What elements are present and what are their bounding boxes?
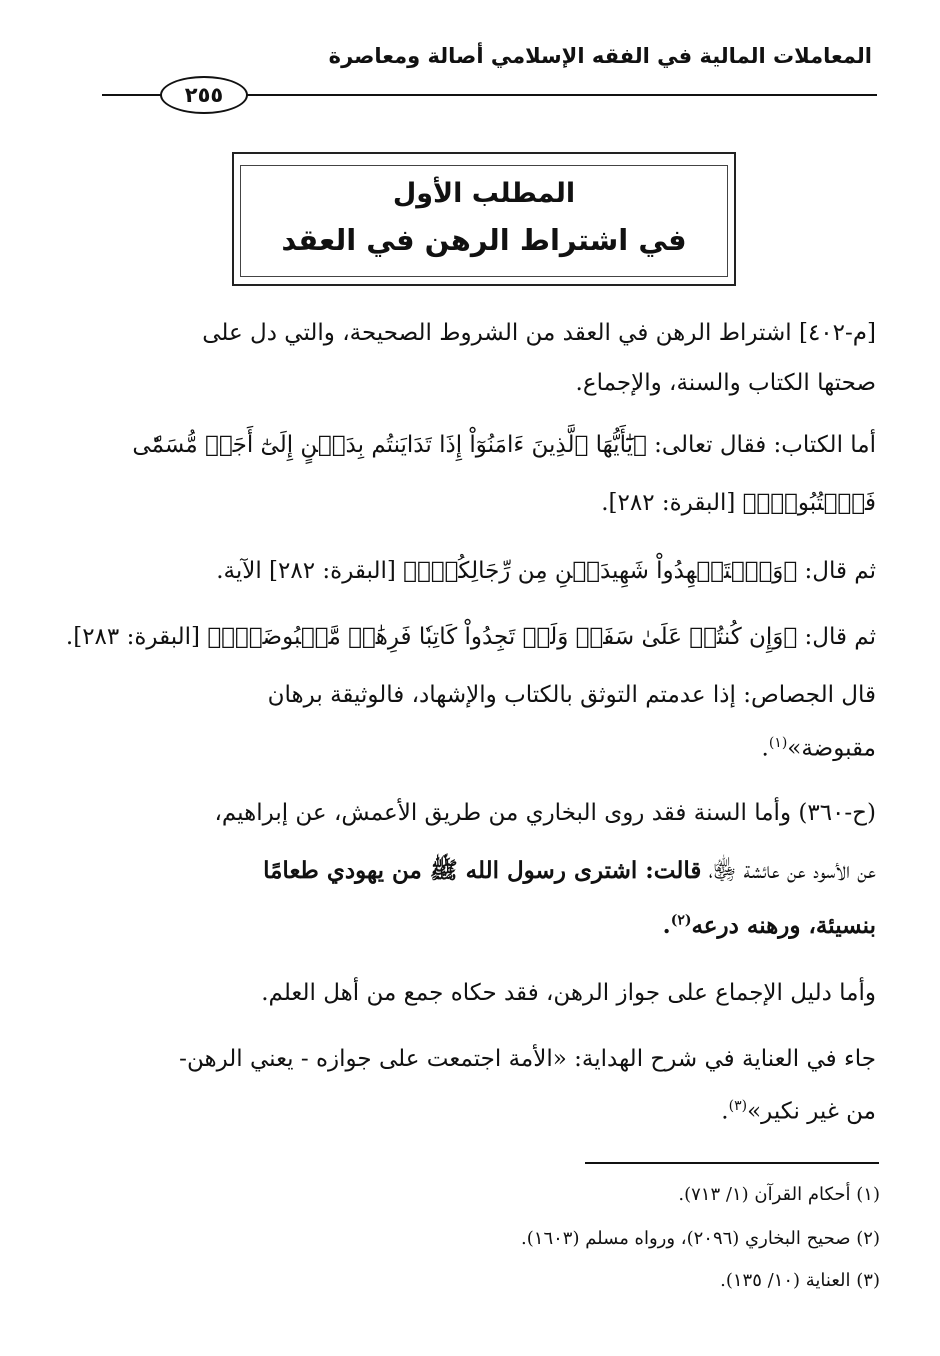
footnote-3-marker: (٣) (856, 1270, 880, 1291)
paragraph-6-end: . (662, 912, 671, 939)
footnote-ref-3: (٣) (728, 1098, 748, 1114)
page-number: ٢٥٥ (160, 76, 248, 114)
paragraph-1-line-1: [م-٤٠٢] اشتراط الرهن في العقد من الشروط الصحيحة، والتي دل على (202, 320, 876, 346)
paragraph-6-line-3 (104, 912, 876, 939)
footnote-2-marker: (٢) (856, 1228, 880, 1249)
footnote-rule (585, 1162, 879, 1164)
footnote-1 (180, 1184, 880, 1205)
footnote-2-text: صحيح البخاري (٢٠٩٦)، ورواه مسلم (١٦٠٣). (521, 1228, 851, 1249)
section-title-line2: في اشتراط الرهن في العقد (281, 223, 687, 257)
paragraph-6-line-1: (ح-٣٦٠) وأما السنة فقد روى البخاري من طريق الأعمش، عن إبراهيم، (214, 800, 876, 826)
paragraph-5-end: . (761, 735, 769, 762)
footnote-3 (180, 1270, 880, 1291)
paragraph-4: ثم قال: ﴿وَإِن كُنتُمۡ عَلَىٰ سَفَرٖ وَلَمۡ تَجِدُواْ كَاتِبٗا فَرِهَٰنٞ مَّقۡبُوضَةٞۖ﴾ [البقرة: ٢٨٣]. (65, 624, 876, 650)
paragraph-2-line-2: فَٱكۡتُبُوهُۚ﴾ [البقرة: ٢٨٢]. (601, 490, 876, 516)
paragraph-6-hadith: قالت: اشترى رسول الله ﷺ من يهودي طعامًا (263, 857, 702, 884)
paragraph-6-narrator: عن الأسود عن عائشة ﵂، (701, 858, 876, 884)
section-title-line1: المطلب الأول (392, 178, 576, 209)
paragraph-2-line-1: أما الكتاب: فقال تعالى: ﴿يَٰٓأَيُّهَا ٱلَّذِينَ ءَامَنُوٓاْ إِذَا تَدَايَنتُم بِدَيۡنٍ إِلَىٰٓ أَجَلٖ مُّسَمّٗى (132, 432, 876, 458)
running-header-title: المعاملات المالية في الفقه الإسلامي أصالة ومعاصرة (328, 44, 872, 68)
paragraph-1-line-2: صحتها الكتاب والسنة، والإجماع. (575, 370, 876, 396)
footnote-ref-2: (٢) (670, 912, 692, 929)
footnote-1-text: أحكام القرآن (١/ ٧١٣). (678, 1184, 851, 1205)
paragraph-3: ثم قال: ﴿وَٱسۡتَشۡهِدُواْ شَهِيدَيۡنِ مِن رِّجَالِكُمۡۖ﴾ [البقرة: ٢٨٢] الآية. (216, 558, 876, 584)
paragraph-6-line-2 (104, 856, 876, 890)
paragraph-5-text: مقبوضة» (787, 735, 876, 762)
footnote-3-text: العناية (١٠/ ١٣٥). (720, 1270, 851, 1291)
section-title (240, 165, 728, 277)
footnote-1-marker: (١) (856, 1184, 880, 1205)
paragraph-7: وأما دليل الإجماع على جواز الرهن، فقد حكاه جمع من أهل العلم. (261, 980, 876, 1006)
footnote-ref-1: (١) (768, 735, 788, 751)
paragraph-8-text: من غير نكير» (747, 1098, 876, 1125)
paragraph-6-hadith-end: بنسيئة، ورهنه درعه (691, 912, 876, 939)
paragraph-5-line-1: قال الجصاص: إذا عدمتم التوثق بالكتاب والإشهاد، فالوثيقة برهان (267, 682, 876, 708)
paragraph-5-line-2 (104, 735, 876, 762)
paragraph-8-end: . (721, 1098, 729, 1125)
paragraph-8-line-2 (104, 1098, 876, 1125)
footnote-2 (180, 1228, 880, 1249)
paragraph-8-line-1: جاء في العناية في شرح الهداية: «الأمة اجتمعت على جوازه - يعني الرهن- (179, 1046, 876, 1072)
